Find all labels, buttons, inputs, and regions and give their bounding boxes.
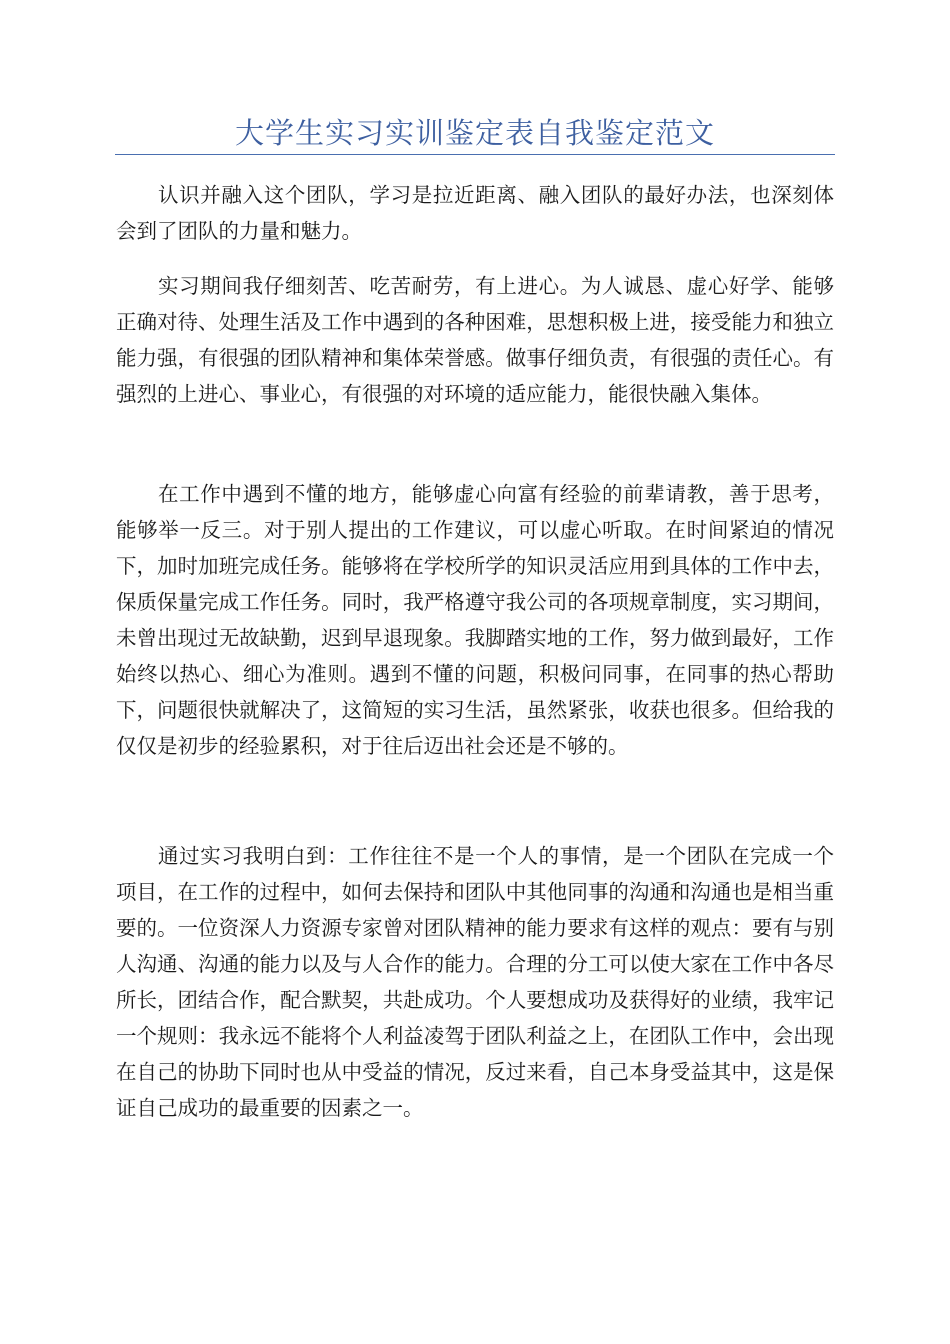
paragraph-3: 在工作中遇到不懂的地方，能够虚心向富有经验的前辈请教，善于思考，能够举一反三。对于别人提出的工作建议，可以虚心听取。在时间紧迫的情况下，加时加班完成任务。能够将在学校所学的知识灵活应用到具体的工作中去，保质保量完成工作任务。同时，我严格遵守我公司的各项规章制度，实习期间，未曾出现过无故缺勤，迟到早退现象。我脚踏实地的工作，努力做到最好，工作始终以热心、细心为准则。遇到不懂的问题，积极问同事，在同事的热心帮助下，问题很快就解决了，这简短的实习生活，虽然紧张，收获也很多。但给我的仅仅是初步的经验累积，对于往后迈出社会还是不够的。 bbox=[116, 482, 834, 758]
title-underline bbox=[115, 154, 835, 155]
document-title: 大学生实习实训鉴定表自我鉴定范文 bbox=[234, 116, 715, 150]
paragraph-4: 通过实习我明白到：工作往往不是一个人的事情，是一个团队在完成一个项目，在工作的过程中，如何去保持和团队中其他同事的沟通和沟通也是相当重要的。一位资深人力资源专家曾对团队精神的能力要求有这样的观点：要有与别人沟通、沟通的能力以及与人合作的能力。合理的分工可以使大家在工作中各尽所长，团结合作，配合默契，共赴成功。个人要想成功及获得好的业绩，我牢记一个规则：我永远不能将个人利益凌驾于团队利益之上，在团队工作中，会出现在自己的协助下同时也从中受益的情况，反过来看，自己本身受益其中，这是保证自己成功的最重要的因素之一。 bbox=[116, 844, 834, 1120]
paragraph-2: 实习期间我仔细刻苦、吃苦耐劳，有上进心。为人诚恳、虚心好学、能够正确对待、处理生活及工作中遇到的各种困难，思想积极上进，接受能力和独立能力强，有很强的团队精神和集体荣誉感。做事仔细负责，有很强的责任心。有强烈的上进心、事业心，有很强的对环境的适应能力，能很快融入集体。 bbox=[116, 274, 834, 406]
paragraph-1: 认识并融入这个团队，学习是拉近距离、融入团队的最好办法，也深刻体会到了团队的力量和魅力。 bbox=[116, 183, 834, 243]
